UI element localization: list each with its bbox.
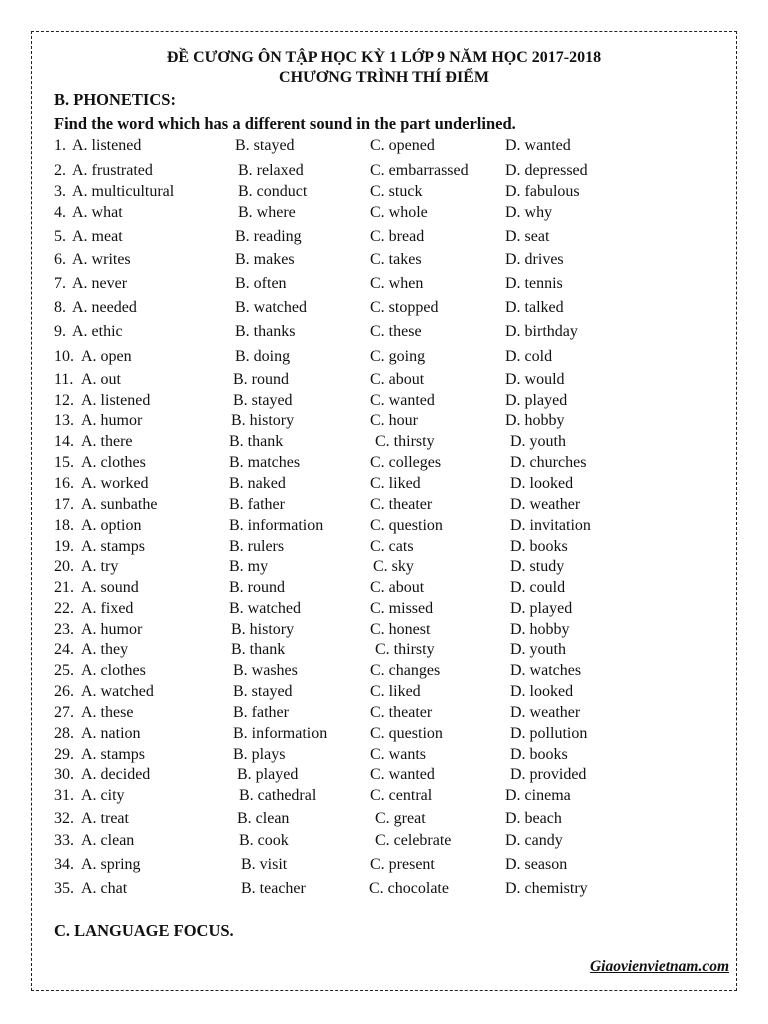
question-number: 16. [54, 475, 74, 492]
option-d: D. why [505, 204, 553, 221]
option-b: B. matches [229, 454, 301, 471]
question-number: 28. [54, 725, 74, 742]
option-c: C. going [370, 348, 426, 365]
option-b: B. visit [241, 856, 288, 873]
option-d: D. talked [505, 299, 564, 316]
option-a: A. ethic [72, 323, 123, 340]
option-b: B. thank [231, 641, 286, 658]
option-d: D. wanted [505, 137, 571, 154]
option-d: D. watches [510, 662, 582, 679]
option-d: D. birthday [505, 323, 578, 340]
option-c: C. honest [370, 621, 431, 638]
question-number: 11. [54, 371, 74, 388]
option-a: A. listened [81, 392, 151, 409]
option-a: A. nation [81, 725, 141, 742]
option-b: B. father [229, 496, 285, 513]
option-d: D. pollution [510, 725, 588, 742]
question-number: 23. [54, 621, 74, 638]
option-b: B. stayed [233, 392, 293, 409]
instruction-text: Find the word which has a different sound in the part underlined. [54, 114, 516, 133]
option-b: B. history [231, 412, 295, 429]
question-number: 10. [54, 348, 74, 365]
option-a: A. worked [81, 475, 149, 492]
option-c: C. question [370, 725, 443, 742]
question-number: 12. [54, 392, 74, 409]
option-c: C. chocolate [369, 880, 449, 897]
option-b: B. plays [233, 746, 286, 763]
option-b: B. round [233, 371, 289, 388]
option-d: D. candy [505, 832, 563, 849]
option-b: B. naked [229, 475, 286, 492]
option-d: D. would [505, 371, 565, 388]
option-b: B. information [229, 517, 324, 534]
option-b: B. father [233, 704, 289, 721]
option-b: B. relaxed [238, 162, 304, 179]
option-a: A. they [81, 641, 129, 658]
option-c: C. liked [370, 475, 421, 492]
option-c: C. hour [370, 412, 418, 429]
option-d: D. played [505, 392, 568, 409]
option-b: B. thanks [235, 323, 296, 340]
option-c: C. great [375, 810, 426, 827]
question-number: 14. [54, 433, 74, 450]
option-a: A. chat [81, 880, 128, 897]
option-b: B. history [231, 621, 295, 638]
option-a: A. treat [81, 810, 129, 827]
question-number: 3. [54, 183, 66, 200]
option-c: C. wanted [370, 392, 435, 409]
question-number: 30. [54, 766, 74, 783]
option-a: A. needed [72, 299, 137, 316]
question-number: 33. [54, 832, 74, 849]
option-c: C. about [370, 371, 425, 388]
option-a: A. sound [81, 579, 139, 596]
question-number: 29. [54, 746, 74, 763]
option-a: A. what [72, 204, 123, 221]
option-a: A. try [81, 558, 119, 575]
option-b: B. reading [235, 228, 302, 245]
option-b: B. doing [235, 348, 291, 365]
question-number: 22. [54, 600, 74, 617]
option-b: B. clean [237, 810, 290, 827]
option-b: B. teacher [241, 880, 306, 897]
option-d: D. youth [510, 641, 566, 658]
question-number: 21. [54, 579, 74, 596]
question-number: 6. [54, 251, 66, 268]
option-b: B. watched [235, 299, 307, 316]
option-c: C. takes [370, 251, 422, 268]
option-a: A. stamps [81, 746, 145, 763]
question-number: 17. [54, 496, 74, 513]
option-c: C. thirsty [375, 433, 435, 450]
option-c: C. liked [370, 683, 421, 700]
option-a: A. writes [72, 251, 131, 268]
question-number: 32. [54, 810, 74, 827]
option-a: A. these [81, 704, 134, 721]
option-a: A. listened [72, 137, 142, 154]
document-title: ĐỀ CƯƠNG ÔN TẬP HỌC KỲ 1 LỚP 9 NĂM HỌC 2017-2018 [166, 49, 602, 66]
option-c: C. cats [370, 538, 414, 555]
question-number: 7. [54, 275, 66, 292]
option-a: A. fixed [81, 600, 134, 617]
question-number: 15. [54, 454, 74, 471]
question-number: 31. [54, 787, 74, 804]
option-d: D. drives [505, 251, 564, 268]
question-number: 9. [54, 323, 66, 340]
question-number: 34. [54, 856, 74, 873]
option-c: C. present [370, 856, 435, 873]
option-d: D. invitation [510, 517, 591, 534]
question-number: 25. [54, 662, 74, 679]
option-d: D. hobby [510, 621, 570, 638]
option-c: C. about [370, 579, 425, 596]
option-b: B. my [229, 558, 269, 575]
option-b: B. information [233, 725, 328, 742]
question-number: 5. [54, 228, 66, 245]
option-a: A. decided [81, 766, 151, 783]
section-c-heading: C. LANGUAGE FOCUS. [54, 921, 234, 940]
option-a: A. there [81, 433, 133, 450]
option-d: D. could [510, 579, 566, 596]
option-b: B. washes [233, 662, 298, 679]
option-b: B. cook [239, 832, 289, 849]
question-number: 19. [54, 538, 74, 555]
option-d: D. hobby [505, 412, 565, 429]
option-d: D. cinema [505, 787, 571, 804]
option-b: B. round [229, 579, 285, 596]
option-d: D. books [510, 538, 568, 555]
option-d: D. youth [510, 433, 566, 450]
option-a: A. city [81, 787, 125, 804]
question-number: 1. [54, 137, 66, 154]
option-b: B. often [235, 275, 287, 292]
option-a: A. spring [81, 856, 141, 873]
option-d: D. cold [505, 348, 553, 365]
option-a: A. frustrated [72, 162, 153, 179]
option-c: C. bread [370, 228, 425, 245]
option-a: A. meat [72, 228, 123, 245]
option-a: A. option [81, 517, 142, 534]
question-number: 13. [54, 412, 74, 429]
option-d: D. weather [510, 704, 581, 721]
option-d: D. played [510, 600, 573, 617]
option-d: D. study [510, 558, 565, 575]
option-b: B. rulers [229, 538, 285, 555]
footer-website-link[interactable]: Giaovienvietnam.com [589, 958, 729, 975]
option-a: A. sunbathe [81, 496, 158, 513]
option-c: C. these [370, 323, 422, 340]
option-c: C. thirsty [375, 641, 435, 658]
option-c: C. when [370, 275, 424, 292]
option-b: B. where [238, 204, 296, 221]
option-c: C. stuck [370, 183, 423, 200]
option-d: D. books [510, 746, 568, 763]
option-b: B. conduct [238, 183, 308, 200]
option-a: A. multicultural [72, 183, 175, 200]
option-c: C. changes [370, 662, 441, 679]
option-d: D. looked [510, 683, 574, 700]
option-c: C. colleges [370, 454, 442, 471]
option-c: C. theater [370, 704, 433, 721]
option-b: B. stayed [235, 137, 295, 154]
question-number: 24. [54, 641, 74, 658]
option-d: D. churches [510, 454, 587, 471]
option-a: A. clothes [81, 662, 146, 679]
question-number: 2. [54, 162, 66, 179]
option-a: A. humor [81, 412, 143, 429]
option-a: A. clothes [81, 454, 146, 471]
section-b-heading: B. PHONETICS: [54, 90, 176, 109]
option-b: B. played [237, 766, 299, 783]
option-c: C. celebrate [375, 832, 452, 849]
option-d: D. season [505, 856, 568, 873]
option-d: D. provided [510, 766, 587, 783]
option-b: B. stayed [233, 683, 293, 700]
option-c: C. wants [370, 746, 426, 763]
option-c: C. whole [370, 204, 428, 221]
option-b: B. watched [229, 600, 301, 617]
document-subtitle: CHƯƠNG TRÌNH THÍ ĐIỂM [279, 69, 489, 86]
option-c: C. embarrassed [370, 162, 469, 179]
option-c: C. question [370, 517, 443, 534]
option-a: A. clean [81, 832, 135, 849]
question-number: 18. [54, 517, 74, 534]
option-c: C. theater [370, 496, 433, 513]
question-number: 4. [54, 204, 66, 221]
option-d: D. weather [510, 496, 581, 513]
option-a: A. out [81, 371, 121, 388]
option-a: A. humor [81, 621, 143, 638]
question-number: 26. [54, 683, 74, 700]
option-d: D. seat [505, 228, 550, 245]
option-a: A. stamps [81, 538, 145, 555]
option-d: D. fabulous [505, 183, 580, 200]
question-number: 27. [54, 704, 74, 721]
option-a: A. never [72, 275, 128, 292]
option-c: C. missed [370, 600, 434, 617]
option-a: A. open [81, 348, 132, 365]
question-number: 35. [54, 880, 74, 897]
option-d: D. depressed [505, 162, 588, 179]
option-d: D. tennis [505, 275, 563, 292]
question-number: 8. [54, 299, 66, 316]
option-d: D. beach [505, 810, 562, 827]
option-c: C. opened [370, 137, 435, 154]
option-c: C. stopped [370, 299, 439, 316]
option-d: D. looked [510, 475, 574, 492]
option-b: B. thank [229, 433, 284, 450]
option-d: D. chemistry [505, 880, 588, 897]
option-c: C. central [370, 787, 433, 804]
option-c: C. sky [373, 558, 414, 575]
question-number: 20. [54, 558, 74, 575]
option-a: A. watched [81, 683, 154, 700]
option-b: B. makes [235, 251, 295, 268]
option-c: C. wanted [370, 766, 435, 783]
option-b: B. cathedral [239, 787, 317, 804]
